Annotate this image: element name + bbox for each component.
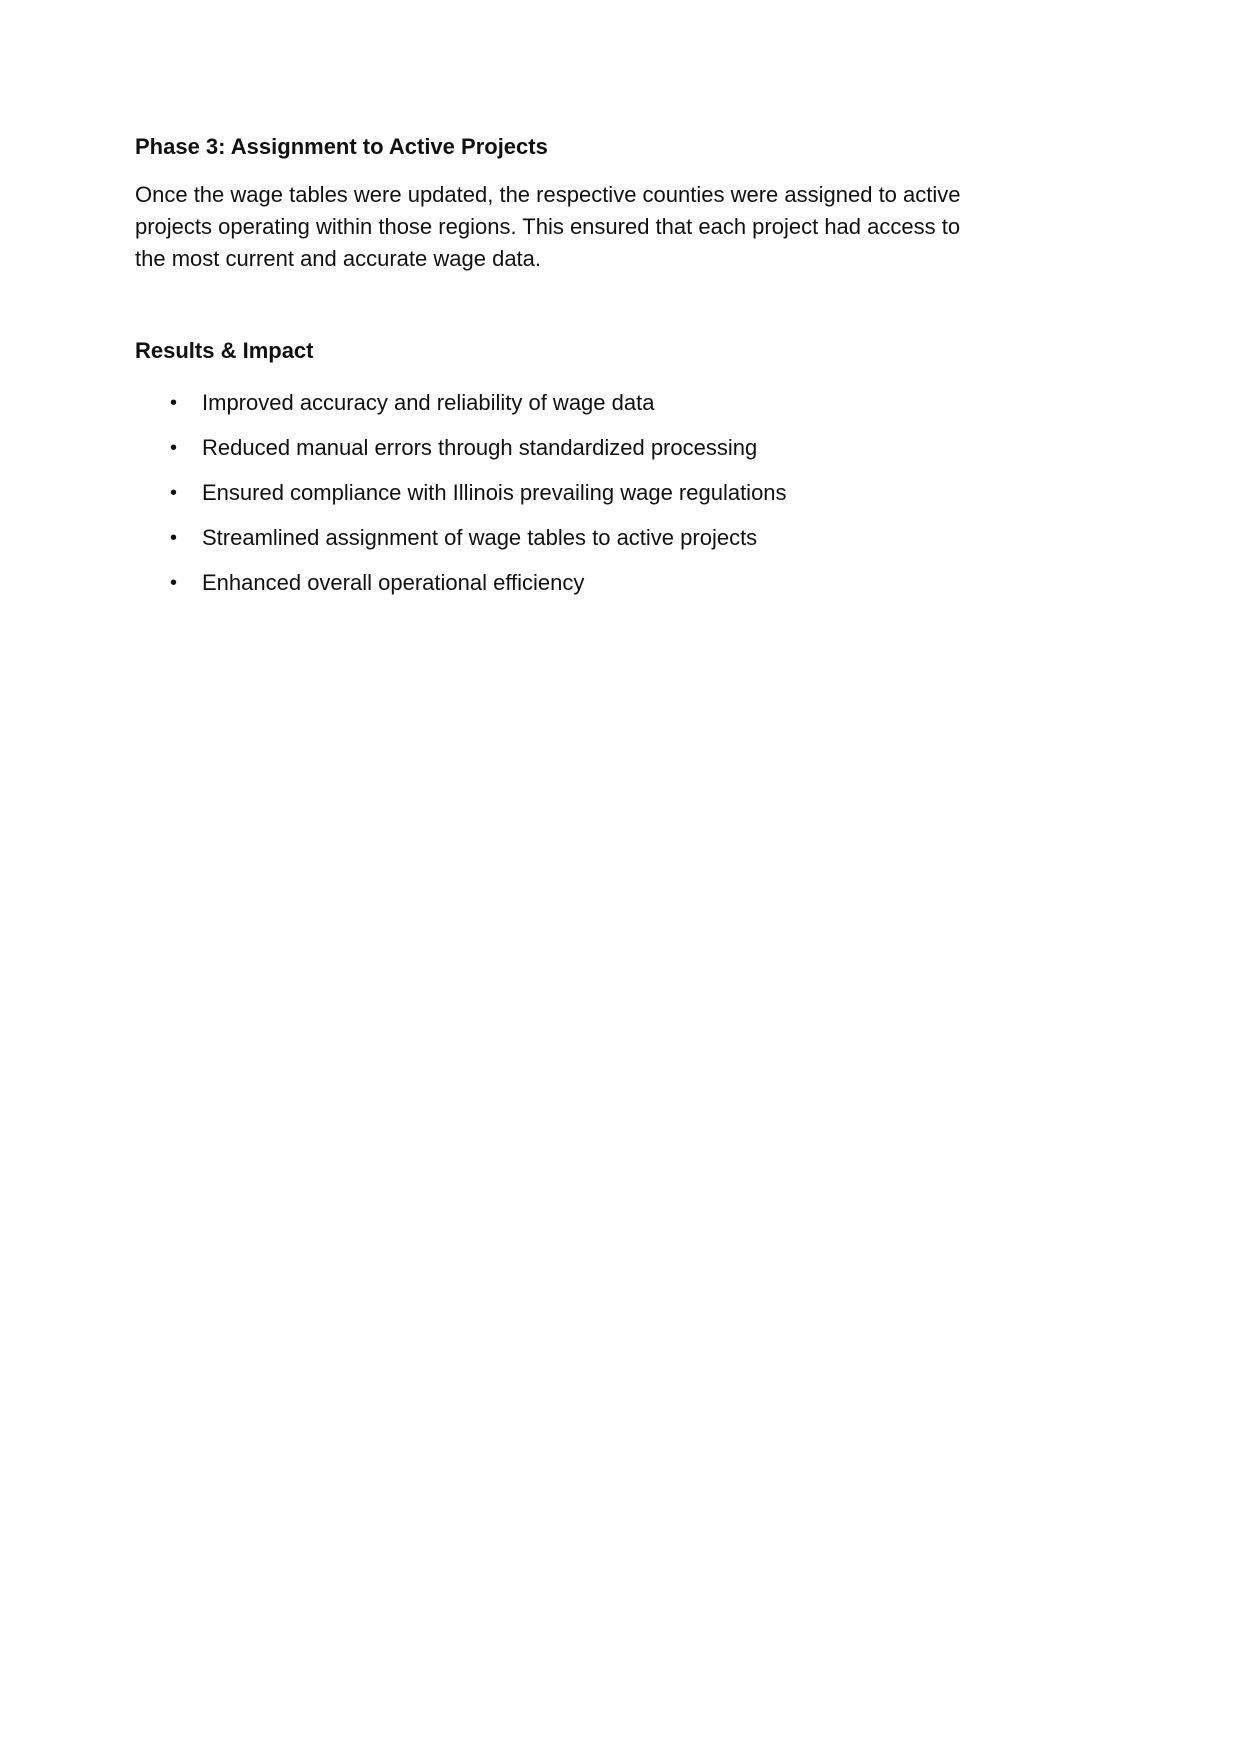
document-content [0,0,1115,599]
list-item [135,387,980,419]
paragraph-phase-3: Once the wage tables were updated, the respective counties were assigned to active projects operating within those regions. This ensured that each project had access to the most current and accurate wage data. [135,182,961,271]
bullet-icon: • [170,437,178,459]
bullet-icon: • [170,572,178,594]
list-item [135,477,980,509]
results-bullet-list [135,387,980,599]
bullet-icon: • [170,392,178,414]
bullet-icon: • [170,482,178,504]
list-item [135,432,980,464]
list-item-text: Enhanced overall operational efficiency [202,570,585,595]
heading-results-impact: Results & Impact [135,338,314,363]
list-item-text: Ensured compliance with Illinois prevailing wage regulations [202,480,787,505]
heading-phase-3: Phase 3: Assignment to Active Projects [135,134,548,159]
list-item-text: Improved accuracy and reliability of wage data [202,390,655,415]
list-item [135,522,980,554]
bullet-icon: • [170,527,178,549]
list-item-text: Streamlined assignment of wage tables to active projects [202,525,758,550]
list-item-text: Reduced manual errors through standardized processing [202,435,758,460]
list-item [135,567,980,599]
